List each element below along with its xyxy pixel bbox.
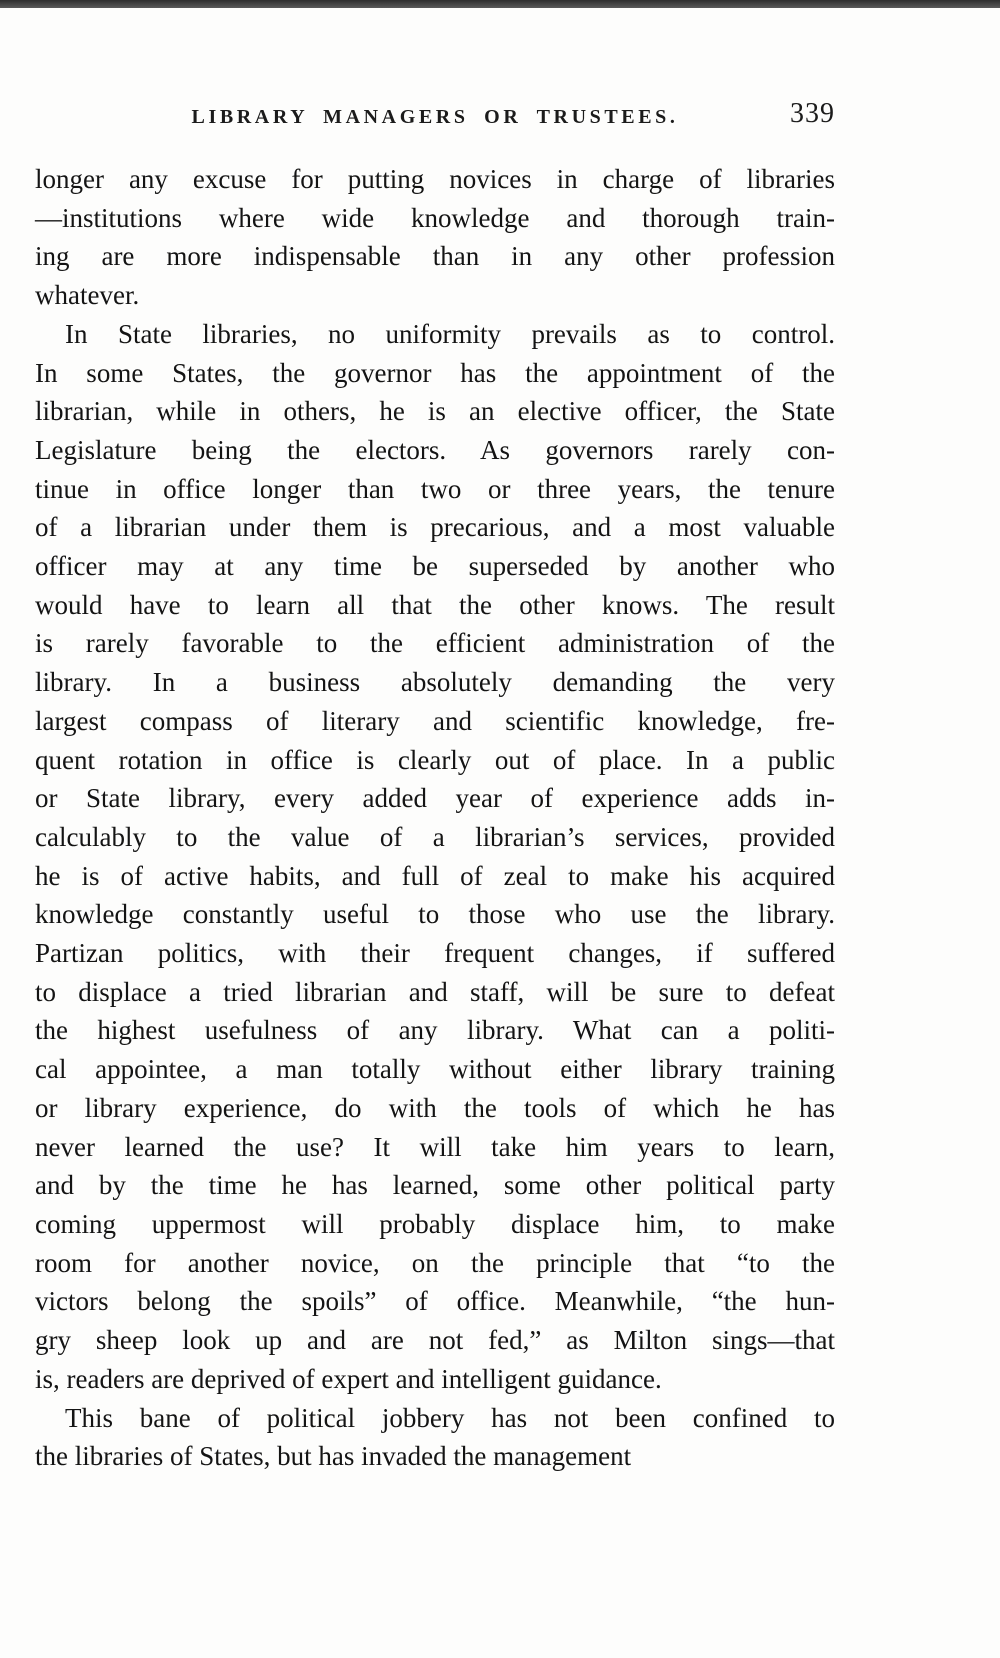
text-line: would have to learn all that the other knows. The result <box>35 589 835 620</box>
text-line: is, readers are deprived of expert and intelligent guidance. <box>35 1363 662 1394</box>
paragraph <box>35 160 835 315</box>
text-line: whatever. <box>35 280 140 311</box>
text-line: to displace a tried librarian and staff, will be sure to defeat <box>35 976 835 1007</box>
text-line: the libraries of States, but has invaded the management <box>35 1441 632 1472</box>
text-line: quent rotation in office is clearly out of place. In a public <box>35 744 835 775</box>
text-line: —institutions where wide knowledge and thorough train- <box>35 202 835 233</box>
scan-edge-top <box>0 0 1000 8</box>
running-header-title: LIBRARY MANAGERS OR TRUSTEES. <box>191 106 679 128</box>
text-line: he is of active habits, and full of zeal to make his acquired <box>35 860 835 891</box>
text-line: librarian, while in others, he is an elective officer, the State <box>35 396 835 427</box>
page-number: 339 <box>790 98 835 129</box>
text-line: victors belong the spoils” of office. Meanwhile, “the hun- <box>35 1286 835 1317</box>
text-line: coming uppermost will probably displace him, to make <box>35 1208 835 1239</box>
text-line: Legislature being the electors. As governors rarely con- <box>35 434 835 465</box>
text-line: never learned the use? It will take him years to learn, <box>35 1131 835 1162</box>
page-body <box>35 160 835 1476</box>
text-line: of a librarian under them is precarious, and a most valuable <box>35 512 835 543</box>
text-line: and by the time he has learned, some other political party <box>35 1170 835 1201</box>
text-line: officer may at any time be superseded by another who <box>35 551 835 582</box>
text-line: In some States, the governor has the appointment of the <box>35 357 835 388</box>
text-line: This bane of political jobbery has not been confined to <box>65 1402 835 1433</box>
text-line: library. In a business absolutely demanding the very <box>35 667 835 698</box>
text-line: cal appointee, a man totally without either library training <box>35 1054 835 1085</box>
text-line: the highest usefulness of any library. What can a politi- <box>35 1015 835 1046</box>
text-line: Partizan politics, with their frequent changes, if suffered <box>35 938 835 969</box>
text-line: calculably to the value of a librarian’s services, provided <box>35 821 835 852</box>
paragraph <box>35 1399 835 1476</box>
text-line: gry sheep look up and are not fed,” as Milton sings—that <box>35 1325 835 1356</box>
text-line: or library experience, do with the tools of which he has <box>35 1092 835 1123</box>
text-line: tinue in office longer than two or three years, the tenure <box>35 473 835 504</box>
text-line: room for another novice, on the principle that “to the <box>35 1247 835 1278</box>
page-header <box>35 100 835 134</box>
text-line: longer any excuse for putting novices in charge of libraries <box>35 164 835 194</box>
paragraph <box>35 315 835 1399</box>
text-line: or State library, every added year of experience adds in- <box>35 783 835 814</box>
text-line: is rarely favorable to the efficient administration of the <box>35 628 835 659</box>
text-line: ing are more indispensable than in any other profession <box>35 241 835 272</box>
text-line: In State libraries, no uniformity prevails as to control. <box>65 318 835 349</box>
text-line: knowledge constantly useful to those who use the library. <box>35 899 835 930</box>
text-line: largest compass of literary and scientific knowledge, fre- <box>35 705 835 736</box>
